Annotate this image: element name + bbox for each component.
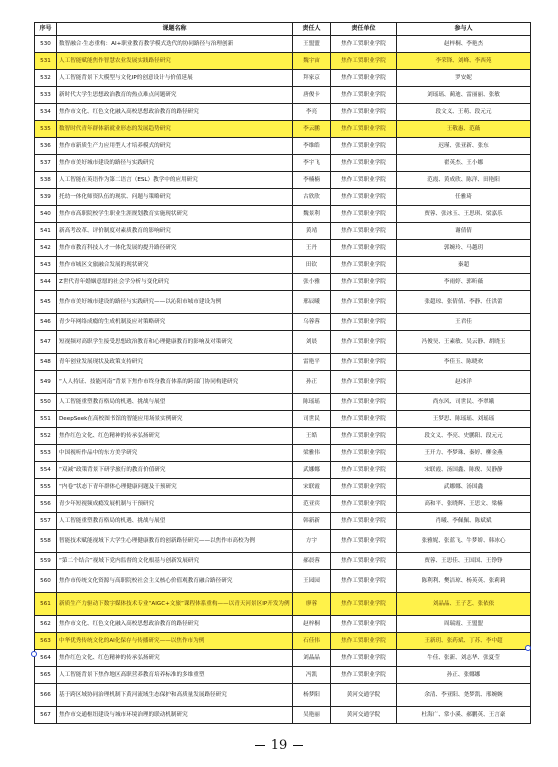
row-number: 564: [35, 650, 57, 667]
responsible-unit: 黄河交通学院: [331, 684, 397, 707]
table-row: [35, 121, 531, 138]
project-lead: 杨梦阳: [293, 684, 331, 707]
table-row: [35, 462, 531, 479]
header-title: 课题名称: [57, 23, 293, 36]
project-lead: 司世民: [293, 411, 331, 428]
responsible-unit: 黄河交通学院: [331, 707, 397, 724]
project-title: 焦作红色文化、红色精神的传承弘扬研究: [57, 428, 293, 445]
row-number: 550: [35, 394, 57, 411]
table-row: [35, 633, 531, 650]
page-number-dash-left: [255, 745, 265, 746]
project-lead: 张小雅: [293, 274, 331, 291]
participants: 翟英杰、王小娜: [397, 155, 531, 172]
project-title: 托幼一体化师资队伍的现状、问题与策略研究: [57, 189, 293, 206]
responsible-unit: 焦作工贸职业学院: [331, 274, 397, 291]
table-row: [35, 331, 531, 354]
table-row: [35, 394, 531, 411]
row-number: 559: [35, 553, 57, 570]
participants: 杜海广、常小溪、郝鹏英、王言豪: [397, 707, 531, 724]
project-lead: 乌蓉蓉: [293, 314, 331, 331]
responsible-unit: 焦作工贸职业学院: [331, 553, 397, 570]
row-number: 533: [35, 87, 57, 104]
project-title: 焦作市传统文化资源与高职院校社会主义核心价值观教育融合路径研究: [57, 570, 293, 593]
table-row: [35, 104, 531, 121]
project-title: 焦作市城区文旅融合发展的现状研究: [57, 257, 293, 274]
table-row: [35, 553, 531, 570]
table-row: [35, 593, 531, 616]
responsible-unit: 焦作工贸职业学院: [331, 513, 397, 530]
responsible-unit: 焦作工贸职业学院: [331, 530, 397, 553]
responsible-unit: 焦作工贸职业学院: [331, 257, 397, 274]
project-lead: 黄靖: [293, 223, 331, 240]
project-lead: 韩新新: [293, 513, 331, 530]
row-number: 541: [35, 223, 57, 240]
page-number-dash-right: [293, 745, 303, 746]
project-title: “人人持证、技能河南”背景下焦作市终身教育体系的跨部门协同构建研究: [57, 371, 293, 394]
project-title: 人工智能背景下焦作地区高职营养教育培养标准的多维重塑: [57, 667, 293, 684]
project-lead: 刘晶晶: [293, 650, 331, 667]
row-number: 547: [35, 331, 57, 354]
project-lead: 王园园: [293, 570, 331, 593]
header-no: 序号: [35, 23, 57, 36]
project-title: 青少年短视频成瘾发展机制与干预研究: [57, 496, 293, 513]
project-lead: 郝晨蓉: [293, 553, 331, 570]
project-lead: 陈瑶瑶: [293, 394, 331, 411]
row-number: 544: [35, 274, 57, 291]
table-row: [35, 87, 531, 104]
table-row: [35, 707, 531, 724]
project-title: 数智融合·生态重构：AI+职业教育教学模式迭代的协同路径与治理创新: [57, 36, 293, 53]
project-lead: 拜家京: [293, 70, 331, 87]
participants: 秦超: [397, 257, 531, 274]
page-number-text: 19: [270, 738, 288, 753]
project-lead: 雷艳平: [293, 354, 331, 371]
project-title: 中华优秀传统文化的AI化保存与传播研究——以焦作市为例: [57, 633, 293, 650]
participants: 罗安妮: [397, 70, 531, 87]
responsible-unit: 焦作工贸职业学院: [331, 428, 397, 445]
participants: 贾蓉、王思佳、王国国、王铮铮: [397, 553, 531, 570]
table-row: [35, 570, 531, 593]
row-number: 562: [35, 616, 57, 633]
row-number: 551: [35, 411, 57, 428]
project-title: 基于跨区域协同治理机制下黄河流域生态保护和高质量发展路径研究: [57, 684, 293, 707]
project-lead: 唐俊卡: [293, 87, 331, 104]
table-row: [35, 274, 531, 291]
project-lead: 李维皓: [293, 138, 331, 155]
project-lead: 刘晨: [293, 331, 331, 354]
project-title: 青少年网络成瘾的生成机制及应对策略研究: [57, 314, 293, 331]
table-row: [35, 189, 531, 206]
row-number: 530: [35, 36, 57, 53]
project-lead: 李亮: [293, 104, 331, 121]
responsible-unit: 焦作工贸职业学院: [331, 155, 397, 172]
participants: 赵冰洋: [397, 371, 531, 394]
row-number: 546: [35, 314, 57, 331]
row-number: 561: [35, 593, 57, 616]
participants: 任雅琦: [397, 189, 531, 206]
header-members: 参与人: [397, 23, 531, 36]
table-row: [35, 70, 531, 87]
participants: 刘晶晶、王子艺、张依依: [397, 593, 531, 616]
project-title: 焦作市高职院校学生职业生涯规划教育实施现状研究: [57, 206, 293, 223]
participants: 孙正、张娜娜: [397, 667, 531, 684]
responsible-unit: 焦作工贸职业学院: [331, 496, 397, 513]
row-number: 560: [35, 570, 57, 593]
project-lead: 廖蓉: [293, 593, 331, 616]
responsible-unit: 焦作工贸职业学院: [331, 462, 397, 479]
table-row: [35, 411, 531, 428]
responsible-unit: 焦作工贸职业学院: [331, 331, 397, 354]
participants: 冯俊昊、王素敏、吴云静、胡晓玉: [397, 331, 531, 354]
participants: 谢倩倩: [397, 223, 531, 240]
project-title: 焦作市交通枢纽建设与城市环境治理的联动机制研究: [57, 707, 293, 724]
row-number: 553: [35, 445, 57, 462]
project-lead: 冯凯: [293, 667, 331, 684]
participants: 张超琼、张倩倩、李静、任洪蕾: [397, 291, 531, 314]
project-title: 青年创业发展现状及政策支持研究: [57, 354, 293, 371]
table-row: [35, 445, 531, 462]
project-title: 焦作市文化、红色文化融入高校思想政治教育的路径研究: [57, 616, 293, 633]
participants: 李佳玉、陈晓欢: [397, 354, 531, 371]
table-row: [35, 172, 531, 189]
selection-handle-left[interactable]: [31, 651, 37, 657]
responsible-unit: 焦作工贸职业学院: [331, 593, 397, 616]
table-row: [35, 291, 531, 314]
project-lead: 梁雅伟: [293, 445, 331, 462]
responsible-unit: 焦作工贸职业学院: [331, 354, 397, 371]
responsible-unit: 焦作工贸职业学院: [331, 189, 397, 206]
project-title: 新高考改革、评价制度对素质教育的影响研究: [57, 223, 293, 240]
row-number: 556: [35, 496, 57, 513]
row-number: 563: [35, 633, 57, 650]
project-title: 中国视听作品中的东方美学研究: [57, 445, 293, 462]
project-lead: 邢辰曦: [293, 291, 331, 314]
row-number: 532: [35, 70, 57, 87]
row-number: 535: [35, 121, 57, 138]
row-number: 554: [35, 462, 57, 479]
project-table: [34, 22, 531, 724]
project-title: Z世代青年婚姻意愿的社会学分析与变化研究: [57, 274, 293, 291]
responsible-unit: 焦作工贸职业学院: [331, 53, 397, 70]
row-number: 536: [35, 138, 57, 155]
table-row: [35, 53, 531, 70]
table-header-row: [35, 23, 531, 36]
row-number: 555: [35, 479, 57, 496]
project-lead: 王丹: [293, 240, 331, 257]
responsible-unit: 焦作工贸职业学院: [331, 87, 397, 104]
row-number: 534: [35, 104, 57, 121]
table-row: [35, 650, 531, 667]
table-row: [35, 496, 531, 513]
project-lead: 魏宇宙: [293, 53, 331, 70]
row-number: 539: [35, 189, 57, 206]
table-row: [35, 314, 531, 331]
project-title: 焦作红色文化、红色精神的传承弘扬研究: [57, 650, 293, 667]
project-title: DeepSeek在高校图书馆的智能应用场景实例研究: [57, 411, 293, 428]
project-lead: 古欣欣: [293, 189, 331, 206]
project-lead: 李云鹏: [293, 121, 331, 138]
row-number: 538: [35, 172, 57, 189]
project-lead: 李宇飞: [293, 155, 331, 172]
responsible-unit: 焦作工贸职业学院: [331, 479, 397, 496]
project-lead: 吴艳丽: [293, 707, 331, 724]
project-title: 焦作市教育科技人才一体化发展的提升路径研究: [57, 240, 293, 257]
table-row: [35, 513, 531, 530]
project-lead: 武娜娜: [293, 462, 331, 479]
row-number: 531: [35, 53, 57, 70]
project-lead: 宋联霞: [293, 479, 331, 496]
table-row: [35, 206, 531, 223]
header-lead: 责任人: [293, 23, 331, 36]
responsible-unit: 焦作工贸职业学院: [331, 138, 397, 155]
responsible-unit: 焦作工贸职业学院: [331, 570, 397, 593]
participants: 王新玥、张药斌、丁苏、李中超: [397, 633, 531, 650]
project-lead: 田钦: [293, 257, 331, 274]
project-title: “第二个结合”视域下党内监督的文化根基与创新发展研究: [57, 553, 293, 570]
project-lead: 方宇: [293, 530, 331, 553]
project-lead: 魏景利: [293, 206, 331, 223]
table-row: [35, 684, 531, 707]
project-lead: 赵梓桐: [293, 616, 331, 633]
participants: 贾蓉、张冰玉、王思琪、梁嘉乐: [397, 206, 531, 223]
participants: 李荣锋、刘峰、李西苑: [397, 53, 531, 70]
project-title: “双减”政策背景下研学旅行的教育价值研究: [57, 462, 293, 479]
row-number: 566: [35, 684, 57, 707]
table-row: [35, 257, 531, 274]
table-row: [35, 36, 531, 53]
row-number: 542: [35, 240, 57, 257]
participants: 尚东风、司世民、李翠娥: [397, 394, 531, 411]
project-title: 人工智能重塑教育格局的机遇、挑战与展望: [57, 394, 293, 411]
project-lead: 孙正: [293, 371, 331, 394]
responsible-unit: 焦作工贸职业学院: [331, 616, 397, 633]
project-title: 人工智能在英语作为第二语言（ESL）教学中的应用研究: [57, 172, 293, 189]
responsible-unit: 焦作工贸职业学院: [331, 650, 397, 667]
responsible-unit: 焦作工贸职业学院: [331, 70, 397, 87]
selection-handle-right[interactable]: [525, 645, 531, 651]
table-row: [35, 240, 531, 257]
participants: 段文义、王萌、段元元: [397, 104, 531, 121]
participants: 陈利利、樊洁琼、杨英英、张莉莉: [397, 570, 531, 593]
project-title: 新时代大学生思想政治教育的热点难点问题研究: [57, 87, 293, 104]
project-title: “内卷”状态下青年群体心理健康问题及干预研究: [57, 479, 293, 496]
responsible-unit: 焦作工贸职业学院: [331, 394, 397, 411]
participants: 郭婉玲、马越玥: [397, 240, 531, 257]
row-number: 565: [35, 667, 57, 684]
responsible-unit: 焦作工贸职业学院: [331, 314, 397, 331]
row-number: 557: [35, 513, 57, 530]
project-title: 新质生产力驱动下数字媒体技术专业“AIGC+文旅”课程体系重构——以青天河景区IP开发为例: [57, 593, 293, 616]
project-title: 焦作市文化、红色文化融入高校思想政治教育的路径研究: [57, 104, 293, 121]
participants: 王开力、李梦珠、秦婷、柳金燕: [397, 445, 531, 462]
participants: 周瑞霞、王盟盟: [397, 616, 531, 633]
table-row: [35, 354, 531, 371]
row-number: 545: [35, 291, 57, 314]
participants: 王敬惠、范薇: [397, 121, 531, 138]
responsible-unit: 焦作工贸职业学院: [331, 206, 397, 223]
responsible-unit: 焦作工贸职业学院: [331, 633, 397, 650]
participants: 赵梓桐、李艳杰: [397, 36, 531, 53]
responsible-unit: 焦作工贸职业学院: [331, 371, 397, 394]
row-number: 548: [35, 354, 57, 371]
header-unit: 责任单位: [331, 23, 397, 36]
project-title: 短视频对高职学生接受思想政治教育和心理健康教育的影响及对策研究: [57, 331, 293, 354]
participants: 王梦思、陈瑶瑶、刘瑶瑶: [397, 411, 531, 428]
project-lead: 石佳伟: [293, 633, 331, 650]
responsible-unit: 焦作工贸职业学院: [331, 104, 397, 121]
table-row: [35, 667, 531, 684]
participants: 牛佳、张新、刘志华、张夏莹: [397, 650, 531, 667]
row-number: 558: [35, 530, 57, 553]
project-title: 人工智能重塑教育格局的机遇、挑战与展望: [57, 513, 293, 530]
project-title: 人工智能背景下大模型与文化IP的创意设计与价值延展: [57, 70, 293, 87]
responsible-unit: 焦作工贸职业学院: [331, 291, 397, 314]
participants: 武娜娜、汤国鑫: [397, 479, 531, 496]
participants: 余清、李亚阳、尧梦凯、邢婉婉: [397, 684, 531, 707]
responsible-unit: 焦作工贸职业学院: [331, 36, 397, 53]
row-number: 567: [35, 707, 57, 724]
responsible-unit: 焦作工贸职业学院: [331, 240, 397, 257]
table-row: [35, 138, 531, 155]
table-row: [35, 616, 531, 633]
table-row: [35, 428, 531, 445]
project-lead: 王盟盟: [293, 36, 331, 53]
project-lead: 李楠楠: [293, 172, 331, 189]
project-title: 人工智能赋能焦作智慧农业发展实践路径研究: [57, 53, 293, 70]
participants: 迟瑾、张亚新、张东: [397, 138, 531, 155]
responsible-unit: 焦作工贸职业学院: [331, 411, 397, 428]
participants: 段文义、李亮、史鹏阳、段元元: [397, 428, 531, 445]
participants: 李雨婷、郭昕薇: [397, 274, 531, 291]
project-title: 焦作市新质生产力应用型人才培养模式的研究: [57, 138, 293, 155]
page-number: [0, 738, 558, 753]
table-row: [35, 223, 531, 240]
project-title: 数智时代青年群体新就业形态的发展趋势研究: [57, 121, 293, 138]
responsible-unit: 焦作工贸职业学院: [331, 223, 397, 240]
row-number: 543: [35, 257, 57, 274]
participants: 肖曦、李佩佩、陈斌斌: [397, 513, 531, 530]
table-row: [35, 371, 531, 394]
participants: 张雅妮、张蓝飞、牛梦娇、韩冰心: [397, 530, 531, 553]
project-lead: 王皓: [293, 428, 331, 445]
table-row: [35, 479, 531, 496]
project-title: 焦作市美好城市建设的路径与实践研究: [57, 155, 293, 172]
row-number: 549: [35, 371, 57, 394]
participants: 高和平、张晓辉、王思文、梁楠: [397, 496, 531, 513]
responsible-unit: 焦作工贸职业学院: [331, 172, 397, 189]
participants: 王君佳: [397, 314, 531, 331]
project-title: 焦作市美好城市建设的路径与实践研究——以沁阳市城市建设为例: [57, 291, 293, 314]
responsible-unit: 焦作工贸职业学院: [331, 445, 397, 462]
participants: 刘瑶瑶、蔺迪、雷丽丽、张敏: [397, 87, 531, 104]
participants: 范霞、黄成欣、陈洋、田艳阳: [397, 172, 531, 189]
row-number: 540: [35, 206, 57, 223]
project-title: 智能技术赋能视域下大学生心理健康教育的创新路径研究——以焦作市高校为例: [57, 530, 293, 553]
row-number: 537: [35, 155, 57, 172]
project-lead: 范亚宾: [293, 496, 331, 513]
table-row: [35, 155, 531, 172]
responsible-unit: 焦作工贸职业学院: [331, 667, 397, 684]
row-number: 552: [35, 428, 57, 445]
participants: 宋联霞、汤国鑫、陈俊、吴静静: [397, 462, 531, 479]
table-row: [35, 530, 531, 553]
responsible-unit: 焦作工贸职业学院: [331, 121, 397, 138]
